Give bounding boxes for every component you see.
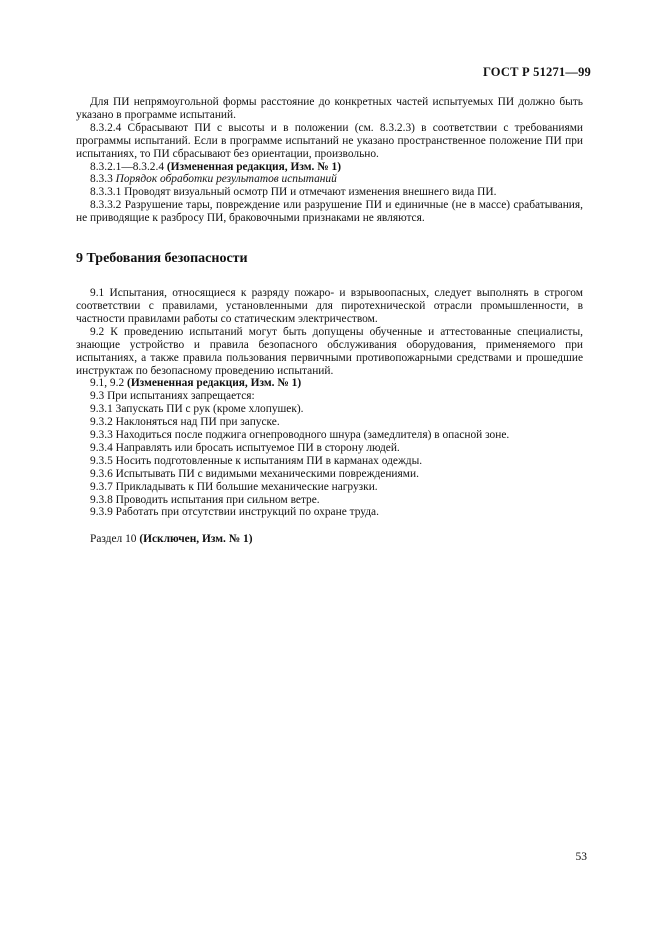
page-number: 53 bbox=[575, 851, 587, 863]
list-item: 9.3.7 Прикладывать к ПИ большие механические нагрузки. bbox=[90, 480, 378, 493]
list-item: 9.3.4 Направлять или бросать испытуемое ПИ в сторону людей. bbox=[90, 441, 400, 454]
paragraph-9-1: 9.1 Испытания, относящиеся к разряду пожаро- и взрывоопасных, следует выполнять в строгом соответствии с правилами, установленными для пиротехнической отрасли промышленности, в частности правилами работы со статическим электричеством. bbox=[76, 287, 583, 325]
list-item: 9.3.2 Наклоняться над ПИ при запуске. bbox=[90, 416, 280, 429]
list-item: 9.3.8 Проводить испытания при сильном ветре. bbox=[90, 493, 320, 506]
paragraph-8-3-3-1: 8.3.3.1 Проводят визуальный осмотр ПИ и отмечают изменения внешнего вида ПИ. bbox=[90, 186, 497, 199]
section-heading: 9 Требования безопасности bbox=[76, 251, 248, 267]
list-item: 9.3.5 Носить подготовленные к испытаниям ПИ в карманах одежды. bbox=[90, 454, 423, 467]
amend-note: (Измененная редакция, Изм. № 1) bbox=[127, 377, 302, 390]
document-body bbox=[76, 96, 583, 546]
clause-title: Порядок обработки результатов испытаний bbox=[115, 173, 337, 186]
clause-number: 8.3.3 bbox=[90, 173, 116, 186]
amend-ref: 9.1, 9.2 bbox=[90, 377, 128, 390]
amend-ref: 8.3.2.1—8.3.2.4 bbox=[90, 160, 167, 173]
list-item: 9.3.9 Работать при отсутствии инструкций по охране труда. bbox=[90, 506, 379, 519]
paragraph-9-3: 9.3 При испытаниях запрещается: bbox=[90, 390, 255, 403]
amend-note: (Измененная редакция, Изм. № 1) bbox=[166, 160, 341, 173]
list-item: 9.3.3 Находиться после поджига огнепроводного шнура (замедлителя) в опасной зоне. bbox=[90, 429, 510, 442]
excluded-note: (Исключен, Изм. № 1) bbox=[139, 533, 253, 546]
section-ref: Раздел 10 bbox=[90, 533, 140, 546]
paragraph-9-2: 9.2 К проведению испытаний могут быть допущены обученные и аттестованные специалисты, знающие устройство и правила безопасного обслуживания оборудования, применяемого при испытаниях, а также правила пользования первичными противопожарными средствами и прошедшие инструктаж по безопасному проведению испытаний. bbox=[76, 325, 583, 377]
paragraph-8-3-3 bbox=[76, 173, 583, 186]
document-header: ГОСТ Р 51271—99 bbox=[482, 65, 591, 79]
list-item: 9.3.1 Запускать ПИ с рук (кроме хлопушек). bbox=[90, 403, 304, 416]
section-10-note bbox=[76, 533, 583, 546]
paragraph-8-3-3-2: 8.3.3.2 Разрушение тары, повреждение или разрушение ПИ и единичные (не в массе) срабатывания, не приводящие к разбросу ПИ, браковочными признаками не являются. bbox=[76, 199, 583, 225]
paragraph-1: Для ПИ непрямоугольной формы расстояние до конкретных частей испытуемых ПИ должно быть указано в программе испытаний. bbox=[76, 96, 583, 121]
paragraph-8-3-2-4: 8.3.2.4 Сбрасывают ПИ с высоты и в положении (см. 8.3.2.3) в соответствии с требованиями программы испытаний. Если в программе испытаний не указано пространственное положение ПИ при испытаниях, то ПИ сбрасывают без ориентации, произвольно. bbox=[76, 121, 583, 160]
list-item: 9.3.6 Испытывать ПИ с видимыми механическими повреждениями. bbox=[90, 467, 419, 480]
paragraph-9-amend bbox=[76, 377, 583, 390]
paragraph-8-3-2-amend bbox=[76, 161, 583, 174]
